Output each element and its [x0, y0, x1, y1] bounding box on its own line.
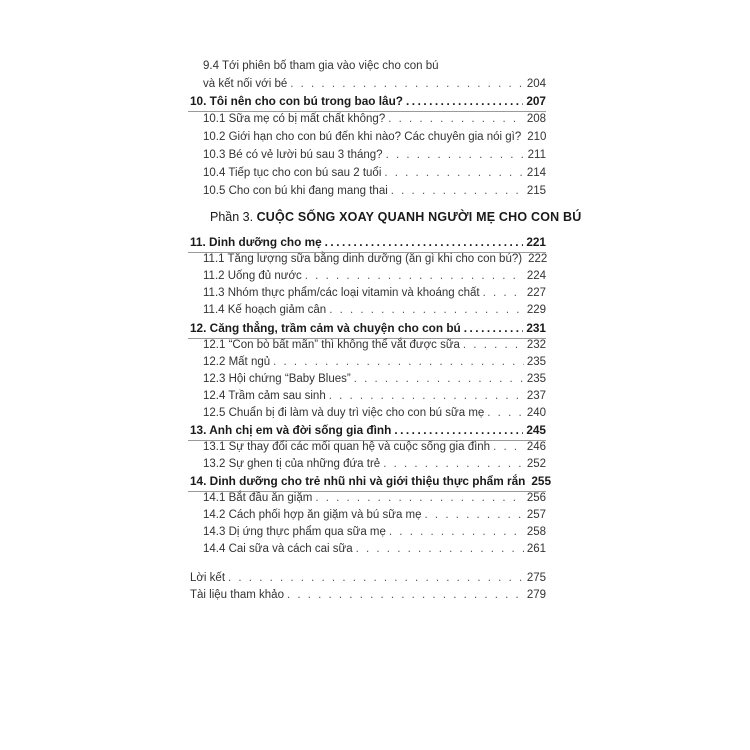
toc-entry-label: 12.2 Mất ngủ [203, 356, 271, 368]
toc-entry-13-2 [203, 456, 546, 473]
toc-page-number: 257 [526, 509, 546, 521]
dot-leader [425, 507, 524, 524]
dot-leader [384, 165, 523, 182]
toc-entry-11-4 [203, 302, 546, 319]
toc-page-number: 235 [526, 356, 546, 368]
toc-page-number: 231 [526, 321, 546, 335]
toc-entry-label: 12.5 Chuẩn bị đi làm và duy trì việc cho con bú sữa mẹ [203, 407, 485, 419]
toc-entry-10-5 [203, 183, 546, 200]
dot-leader [389, 524, 524, 541]
dot-leader [273, 354, 524, 371]
toc-entry-label: 10.4 Tiếp tục cho con bú sau 2 tuổi [203, 167, 382, 179]
toc-chapter-11 [190, 234, 546, 251]
toc-entry-label: 12.3 Hội chứng “Baby Blues” [203, 373, 351, 385]
toc-entry-label: 13.2 Sự ghen tị của những đứa trẻ [203, 458, 381, 470]
toc-page-number: 204 [526, 78, 546, 90]
toc-entry-10-3 [203, 147, 546, 164]
part-number: Phần 3. [210, 210, 254, 224]
toc-entry-label: 12.4 Trầm cảm sau sinh [203, 390, 326, 402]
toc-entry-label: 12.1 “Con bò bất mãn” thì không thể vắt được sữa [203, 339, 460, 351]
toc-page-number: 235 [526, 373, 546, 385]
dot-leader [386, 147, 525, 164]
toc-entry-12-1 [203, 337, 546, 354]
toc-entry-tai-lieu [190, 587, 546, 604]
toc-entry-14-2 [203, 507, 546, 524]
toc-page-number: 252 [526, 458, 546, 470]
toc-entry-12-4 [203, 388, 546, 405]
toc-page-number: 255 [531, 474, 552, 488]
dot-leader [391, 183, 524, 200]
toc-chapter-13 [190, 422, 546, 439]
toc-entry-label: 14.3 Dị ứng thực phẩm qua sữa mẹ [203, 526, 386, 538]
toc-page-number: 221 [526, 235, 546, 249]
toc-page-number: 227 [526, 287, 546, 299]
toc-entry-loi-ket [190, 570, 546, 587]
toc-entry-14-1 [203, 490, 546, 507]
toc-page-number: 258 [526, 526, 546, 538]
toc-entry-12-3 [203, 371, 546, 388]
toc-entry-9-4-line1: 9.4 Tới phiên bố tham gia vào việc cho con bú [203, 60, 439, 72]
toc-entry-10-4 [203, 165, 546, 182]
toc-page-number: 222 [528, 253, 548, 265]
toc-chapter-label: 12. Căng thẳng, trầm cảm và chuyện cho con bú [190, 321, 461, 335]
toc-page-number: 229 [526, 304, 546, 316]
toc-entry-label: Lời kết [190, 572, 226, 584]
dot-leader [483, 285, 524, 302]
toc-entry-13-1 [203, 439, 546, 456]
toc-entry-label: 14.4 Cai sữa và cách cai sữa [203, 543, 353, 555]
dot-leader [493, 439, 524, 456]
dot-leader [388, 111, 524, 128]
part-title: CUỘC SỐNG XOAY QUANH NGƯỜI MẸ CHO CON BÚ [256, 210, 582, 224]
toc-entry-label: 10.1 Sữa mẹ có bị mất chất không? [203, 113, 386, 125]
dot-leader [290, 76, 524, 93]
toc-entry-label: 13.1 Sự thay đổi các mối quan hệ và cuộc sống gia đình [203, 441, 491, 453]
toc-entry-label: 11.1 Tăng lượng sữa bằng dinh dưỡng (ăn gì khi cho con bú?) [203, 253, 523, 265]
toc-chapter-label: 11. Dinh dưỡng cho mẹ [190, 235, 322, 249]
toc-page-number: 207 [526, 94, 546, 108]
toc-entry-label: 10.3 Bé có vẻ lười bú sau 3 tháng? [203, 149, 383, 161]
dot-leader [228, 570, 524, 587]
toc-chapter-label: 13. Anh chị em và đời sống gia đình [190, 423, 392, 437]
toc-page-number: 232 [526, 339, 546, 351]
dot-leader [464, 320, 524, 337]
dot-leader [356, 541, 524, 558]
toc-page-number: 210 [527, 131, 547, 143]
toc-entry-9-4 [203, 76, 546, 93]
toc-entry-12-2 [203, 354, 546, 371]
toc-entry-label: 10.2 Giới hạn cho con bú đến khi nào? Các chuyên gia nói gì? [203, 131, 522, 143]
toc-page-number: 275 [526, 572, 546, 584]
toc-chapter-10 [190, 93, 546, 110]
dot-leader [287, 587, 524, 604]
toc-entry-label: 10.5 Cho con bú khi đang mang thai [203, 185, 388, 197]
dot-leader [487, 405, 524, 422]
toc-page-number: 215 [526, 185, 546, 197]
toc-page-number: 245 [526, 423, 546, 437]
toc-chapter-12 [190, 320, 546, 337]
toc-entry-11-2 [203, 268, 546, 285]
toc-page-number: 237 [526, 390, 546, 402]
toc-entry-12-5 [203, 405, 546, 422]
toc-page-number: 246 [526, 441, 546, 453]
dot-leader [329, 388, 524, 405]
toc-page-number: 240 [526, 407, 546, 419]
toc-page-number: 279 [526, 589, 546, 601]
part-heading [210, 208, 581, 226]
toc-chapter-14 [190, 473, 552, 490]
dot-leader [329, 302, 524, 319]
toc-entry-label: 14.1 Bắt đầu ăn giặm [203, 492, 313, 504]
dot-leader [406, 93, 523, 110]
toc-entry-14-3 [203, 524, 546, 541]
dot-leader [383, 456, 524, 473]
toc-entry-11-3 [203, 285, 546, 302]
dot-leader [354, 371, 524, 388]
toc-page-number: 256 [526, 492, 546, 504]
dot-leader [394, 422, 523, 439]
toc-entry-label: Tài liệu tham khảo [190, 589, 284, 601]
toc-page-number: 224 [526, 270, 546, 282]
toc-page-number: 211 [527, 149, 546, 161]
toc-page-number: 261 [526, 543, 546, 555]
toc-entry-label: 11.2 Uống đủ nước [203, 270, 302, 282]
toc-entry-14-4 [203, 541, 546, 558]
toc-entry-label: và kết nối với bé [203, 78, 288, 90]
dot-leader [315, 490, 523, 507]
toc-page-number: 214 [526, 167, 546, 179]
toc-entry-label: 11.3 Nhóm thực phẩm/các loại vitamin và khoáng chất [203, 287, 480, 299]
dot-leader [325, 234, 524, 251]
toc-page-number: 208 [526, 113, 546, 125]
toc-entry-10-2 [203, 129, 546, 146]
toc-chapter-label: 10. Tôi nên cho con bú trong bao lâu? [190, 94, 404, 108]
dot-leader [463, 337, 524, 354]
toc-entry-11-1 [203, 251, 546, 268]
dot-leader [305, 268, 524, 285]
toc-entry-10-1 [203, 111, 546, 128]
toc-chapter-label: 14. Dinh dưỡng cho trẻ nhũ nhi và giới thiệu thực phẩm rắn [190, 474, 526, 488]
toc-entry-label: 14.2 Cách phối hợp ăn giặm và bú sữa mẹ [203, 509, 422, 521]
toc-entry-label: 11.4 Kế hoạch giảm cân [203, 304, 327, 316]
